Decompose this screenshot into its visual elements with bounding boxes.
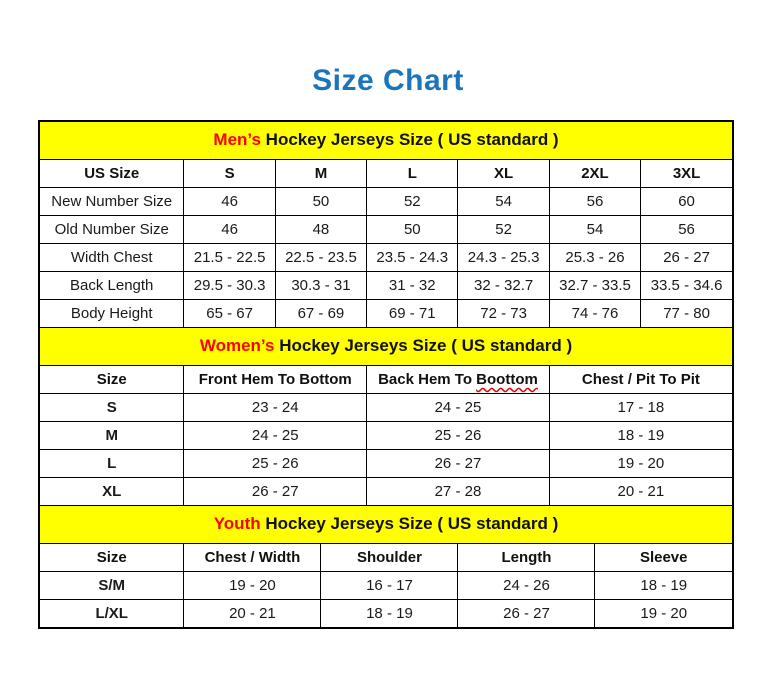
cell: 18 - 19 <box>595 572 732 600</box>
youth-size-table <box>40 544 732 627</box>
womens-size-table <box>40 366 732 505</box>
table-row <box>40 216 732 244</box>
column-header: 3XL <box>641 160 732 188</box>
column-header: Length <box>458 544 595 572</box>
youth-banner-text: Hockey Jerseys Size ( US standard ) <box>260 514 559 533</box>
column-header: Front Hem To Bottom <box>184 366 367 394</box>
cell: 65 - 67 <box>184 300 275 328</box>
row-label: Back Length <box>40 272 184 300</box>
table-row <box>40 300 732 328</box>
cell: 31 - 32 <box>367 272 458 300</box>
cell: 77 - 80 <box>641 300 732 328</box>
column-header: 2XL <box>549 160 640 188</box>
column-header: Size <box>40 366 184 394</box>
size-chart-container <box>38 120 734 629</box>
table-row <box>40 450 732 478</box>
table-row <box>40 188 732 216</box>
column-header: US Size <box>40 160 184 188</box>
column-header: Sleeve <box>595 544 732 572</box>
womens-header-row <box>40 366 732 394</box>
column-header: Shoulder <box>321 544 458 572</box>
cell: 24 - 26 <box>458 572 595 600</box>
table-row <box>40 572 732 600</box>
cell: 19 - 20 <box>184 572 321 600</box>
cell: 23 - 24 <box>184 394 367 422</box>
cell: 56 <box>549 188 640 216</box>
womens-section-banner <box>40 327 732 366</box>
cell: 67 - 69 <box>275 300 366 328</box>
cell: 27 - 28 <box>367 478 550 506</box>
cell: 16 - 17 <box>321 572 458 600</box>
row-label: Old Number Size <box>40 216 184 244</box>
column-header: S <box>184 160 275 188</box>
column-header: Size <box>40 544 184 572</box>
youth-section-banner <box>40 505 732 544</box>
mens-header-row <box>40 160 732 188</box>
table-row <box>40 422 732 450</box>
cell: 74 - 76 <box>549 300 640 328</box>
cell: 50 <box>367 216 458 244</box>
cell: 20 - 21 <box>549 478 732 506</box>
cell: 26 - 27 <box>367 450 550 478</box>
cell: 30.3 - 31 <box>275 272 366 300</box>
table-row <box>40 272 732 300</box>
cell: 69 - 71 <box>367 300 458 328</box>
row-label: S <box>40 394 184 422</box>
mens-size-table <box>40 160 732 327</box>
table-row <box>40 394 732 422</box>
womens-banner-highlight: Women’s <box>199 336 275 355</box>
cell: 33.5 - 34.6 <box>641 272 732 300</box>
youth-header-row <box>40 544 732 572</box>
cell: 20 - 21 <box>184 600 321 628</box>
cell: 32 - 32.7 <box>458 272 549 300</box>
cell: 46 <box>184 216 275 244</box>
table-row <box>40 600 732 628</box>
column-header: L <box>367 160 458 188</box>
cell: 25.3 - 26 <box>549 244 640 272</box>
cell: 60 <box>641 188 732 216</box>
row-label: L <box>40 450 184 478</box>
cell: 19 - 20 <box>549 450 732 478</box>
mens-banner-highlight: Men’s <box>213 130 261 149</box>
cell: 18 - 19 <box>549 422 732 450</box>
column-header <box>367 366 550 394</box>
column-header-text: Back Hem To <box>378 371 477 388</box>
cell: 26 - 27 <box>641 244 732 272</box>
cell: 52 <box>458 216 549 244</box>
mens-banner-text: Hockey Jerseys Size ( US standard ) <box>260 130 559 149</box>
cell: 24 - 25 <box>367 394 550 422</box>
row-label: Body Height <box>40 300 184 328</box>
cell: 24.3 - 25.3 <box>458 244 549 272</box>
mens-section-banner <box>40 122 732 160</box>
cell: 17 - 18 <box>549 394 732 422</box>
cell: 25 - 26 <box>367 422 550 450</box>
page-title: Size Chart <box>312 64 464 97</box>
cell: 32.7 - 33.5 <box>549 272 640 300</box>
cell: 50 <box>275 188 366 216</box>
cell: 54 <box>458 188 549 216</box>
row-label: Width Chest <box>40 244 184 272</box>
cell: 26 - 27 <box>458 600 595 628</box>
cell: 19 - 20 <box>595 600 732 628</box>
misspelled-word: Boottom <box>476 371 538 388</box>
cell: 48 <box>275 216 366 244</box>
row-label: S/M <box>40 572 184 600</box>
column-header: Chest / Width <box>184 544 321 572</box>
cell: 22.5 - 23.5 <box>275 244 366 272</box>
cell: 18 - 19 <box>321 600 458 628</box>
column-header: M <box>275 160 366 188</box>
cell: 25 - 26 <box>184 450 367 478</box>
table-row <box>40 244 732 272</box>
cell: 21.5 - 22.5 <box>184 244 275 272</box>
cell: 72 - 73 <box>458 300 549 328</box>
cell: 52 <box>367 188 458 216</box>
cell: 56 <box>641 216 732 244</box>
row-label: L/XL <box>40 600 184 628</box>
column-header: XL <box>458 160 549 188</box>
row-label: XL <box>40 478 184 506</box>
table-row <box>40 478 732 506</box>
womens-banner-text: Hockey Jerseys Size ( US standard ) <box>274 336 573 355</box>
cell: 29.5 - 30.3 <box>184 272 275 300</box>
column-header: Chest / Pit To Pit <box>549 366 732 394</box>
cell: 24 - 25 <box>184 422 367 450</box>
cell: 23.5 - 24.3 <box>367 244 458 272</box>
row-label: New Number Size <box>40 188 184 216</box>
cell: 46 <box>184 188 275 216</box>
cell: 26 - 27 <box>184 478 367 506</box>
youth-banner-highlight: Youth <box>213 514 261 533</box>
cell: 54 <box>549 216 640 244</box>
row-label: M <box>40 422 184 450</box>
